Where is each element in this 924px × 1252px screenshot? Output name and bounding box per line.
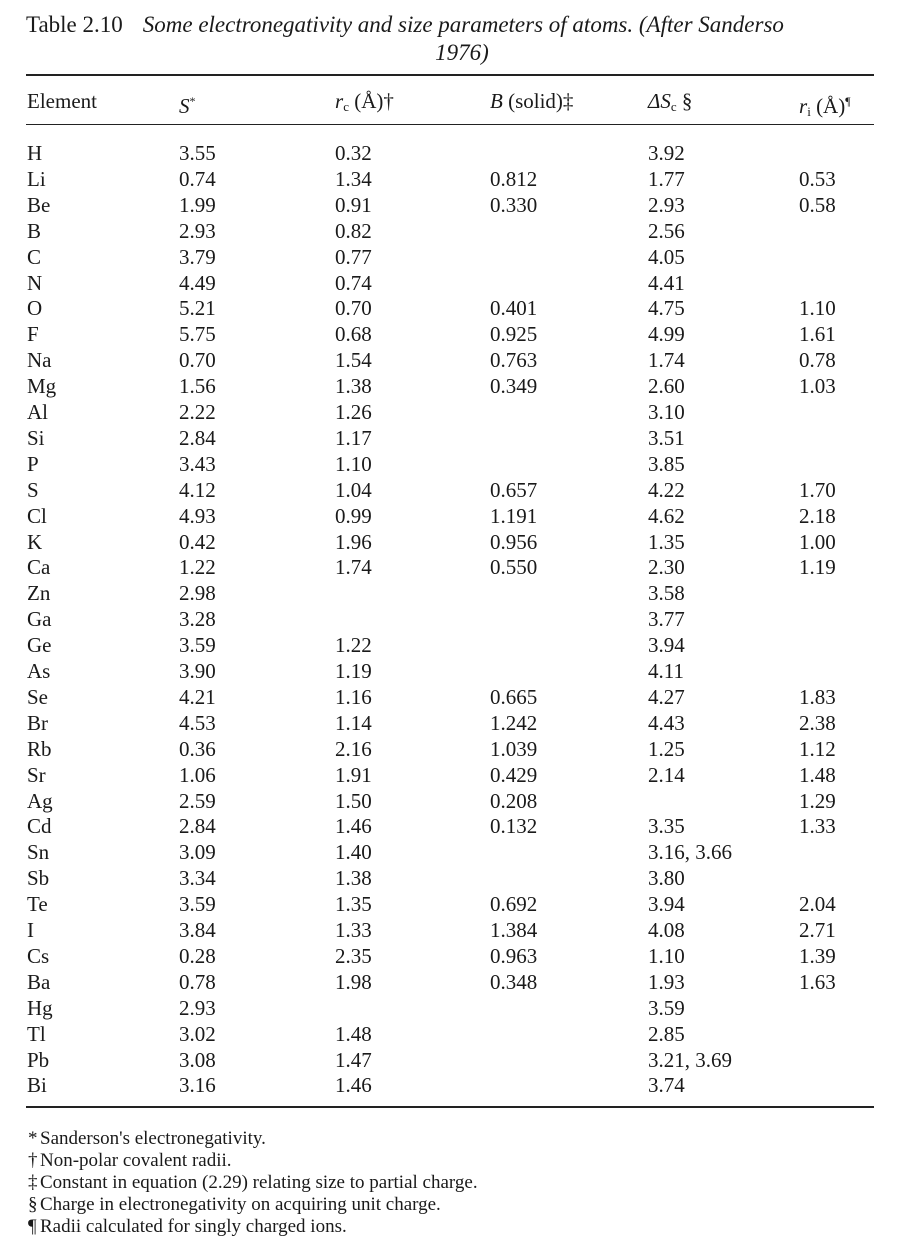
cell-element: Ba bbox=[27, 969, 51, 994]
cell-rc: 0.68 bbox=[335, 322, 372, 347]
header-rule bbox=[26, 124, 874, 125]
cell-ds: 4.05 bbox=[648, 244, 685, 269]
cell-ds: 2.30 bbox=[648, 555, 685, 580]
table-row bbox=[0, 580, 924, 606]
cell-ri: 2.71 bbox=[799, 918, 836, 942]
cell-element: K bbox=[27, 529, 43, 554]
cell-b: 0.401 bbox=[490, 296, 538, 321]
cell-rc: 1.96 bbox=[335, 529, 372, 554]
cell-ds: 3.80 bbox=[648, 866, 685, 891]
cell-rc: 1.38 bbox=[335, 866, 372, 891]
cell-s: 0.36 bbox=[179, 736, 216, 761]
cell-ri: 1.12 bbox=[799, 736, 836, 761]
header-rc bbox=[335, 88, 394, 120]
cell-ri: 1.19 bbox=[799, 555, 836, 580]
cell-element: Sn bbox=[27, 840, 50, 865]
cell-element: Cs bbox=[27, 943, 50, 968]
header-b-label: B bbox=[490, 89, 503, 113]
header-ri-sub: i bbox=[807, 104, 811, 119]
cell-ds: 3.74 bbox=[648, 1073, 685, 1098]
cell-s: 2.84 bbox=[179, 814, 216, 839]
header-b-unit: (solid)‡ bbox=[502, 89, 574, 113]
footnote-text: Charge in electronegativity on acquiring unit charge. bbox=[40, 1194, 441, 1215]
footnotes bbox=[28, 1128, 478, 1238]
cell-rc: 1.50 bbox=[335, 788, 372, 813]
footnote bbox=[28, 1150, 478, 1172]
cell-s: 3.28 bbox=[179, 607, 216, 632]
cell-element: As bbox=[27, 659, 51, 683]
cell-s: 3.09 bbox=[179, 840, 216, 865]
cell-rc: 2.35 bbox=[335, 943, 372, 968]
footnote-mark: § bbox=[28, 1194, 38, 1215]
footnote-mark: * bbox=[28, 1128, 38, 1149]
cell-b: 0.349 bbox=[490, 374, 538, 399]
cell-ds: 2.56 bbox=[648, 218, 685, 243]
footnote bbox=[28, 1216, 478, 1238]
cell-rc: 1.26 bbox=[335, 400, 372, 424]
cell-element: Cl bbox=[27, 503, 47, 528]
table-row bbox=[0, 762, 924, 788]
table-row bbox=[0, 632, 924, 658]
cell-b: 0.665 bbox=[490, 684, 538, 709]
cell-element: Sr bbox=[27, 762, 46, 787]
cell-ds: 3.51 bbox=[648, 425, 685, 450]
cell-rc: 1.22 bbox=[335, 633, 372, 658]
table-row bbox=[0, 710, 924, 736]
cell-b: 1.191 bbox=[490, 503, 538, 528]
footnote-text: Sanderson's electronegativity. bbox=[40, 1128, 266, 1149]
table-row bbox=[0, 969, 924, 995]
cell-ds: 4.11 bbox=[648, 659, 684, 683]
cell-element: Br bbox=[27, 710, 48, 735]
cell-ri: 1.33 bbox=[799, 814, 836, 839]
footnote-mark: ¶ bbox=[28, 1216, 37, 1237]
header-ds-mark: § bbox=[676, 89, 693, 113]
table-row bbox=[0, 244, 924, 270]
cell-ds: 1.25 bbox=[648, 736, 685, 761]
cell-b: 0.330 bbox=[490, 192, 538, 217]
cell-s: 4.21 bbox=[179, 684, 216, 709]
cell-element: I bbox=[27, 918, 34, 942]
cell-s: 3.34 bbox=[179, 866, 216, 891]
cell-s: 3.43 bbox=[179, 451, 216, 476]
header-rc-unit: (Å)† bbox=[348, 89, 394, 113]
cell-s: 3.59 bbox=[179, 633, 216, 658]
cell-rc: 1.91 bbox=[335, 762, 372, 787]
cell-rc: 1.46 bbox=[335, 814, 372, 839]
cell-s: 3.84 bbox=[179, 918, 216, 942]
cell-s: 4.53 bbox=[179, 710, 216, 735]
cell-element: Ge bbox=[27, 633, 52, 658]
cell-rc: 1.48 bbox=[335, 1021, 372, 1046]
cell-rc: 1.16 bbox=[335, 684, 372, 709]
table-row bbox=[0, 684, 924, 710]
cell-element: Ag bbox=[27, 788, 53, 813]
cell-rc: 1.74 bbox=[335, 555, 372, 580]
cell-rc: 1.40 bbox=[335, 840, 372, 865]
cell-s: 4.49 bbox=[179, 270, 216, 295]
cell-s: 0.74 bbox=[179, 166, 216, 191]
cell-rc: 1.34 bbox=[335, 166, 372, 191]
header-b bbox=[490, 88, 573, 114]
cell-element: Al bbox=[27, 400, 48, 424]
header-ri bbox=[799, 88, 851, 125]
footnote bbox=[28, 1172, 478, 1194]
table-row bbox=[0, 192, 924, 218]
cell-ds: 1.93 bbox=[648, 969, 685, 994]
table-title: Some electronegativity and size parameters of atoms. (After Sanderso bbox=[142, 12, 784, 37]
table-row bbox=[0, 166, 924, 192]
cell-element: Be bbox=[27, 192, 51, 217]
header-ds-sub: c bbox=[670, 99, 677, 114]
table-row bbox=[0, 399, 924, 425]
cell-s: 3.90 bbox=[179, 659, 216, 683]
cell-ds: 3.21, 3.69 bbox=[648, 1047, 732, 1072]
table-row bbox=[0, 1047, 924, 1073]
header-rc-sub: c bbox=[343, 99, 349, 114]
cell-element: Ga bbox=[27, 607, 52, 632]
cell-b: 0.429 bbox=[490, 762, 538, 787]
cell-rc: 1.17 bbox=[335, 425, 372, 450]
cell-s: 3.08 bbox=[179, 1047, 216, 1072]
cell-s: 2.93 bbox=[179, 995, 216, 1020]
table-number: Table 2.10 bbox=[26, 12, 123, 37]
cell-s: 0.78 bbox=[179, 969, 216, 994]
cell-s: 1.99 bbox=[179, 192, 216, 217]
cell-rc: 1.46 bbox=[335, 1073, 372, 1098]
table-row bbox=[0, 658, 924, 684]
cell-ds: 1.10 bbox=[648, 943, 685, 968]
footnote-text: Non-polar covalent radii. bbox=[40, 1150, 232, 1171]
cell-s: 2.59 bbox=[179, 788, 216, 813]
table-row bbox=[0, 503, 924, 529]
cell-ri: 1.63 bbox=[799, 969, 836, 994]
top-rule bbox=[26, 74, 874, 76]
cell-rc: 0.74 bbox=[335, 270, 372, 295]
cell-rc: 0.77 bbox=[335, 244, 372, 269]
cell-element: O bbox=[27, 296, 43, 321]
table-row bbox=[0, 865, 924, 891]
cell-ds: 3.92 bbox=[648, 141, 685, 165]
cell-b: 1.039 bbox=[490, 736, 538, 761]
cell-ds: 3.77 bbox=[648, 607, 685, 632]
header-element-label: Element bbox=[27, 89, 97, 113]
cell-ds: 4.27 bbox=[648, 684, 685, 709]
cell-rc: 1.33 bbox=[335, 918, 372, 942]
cell-element: Na bbox=[27, 348, 52, 373]
cell-element: Ca bbox=[27, 555, 51, 580]
cell-ri: 1.83 bbox=[799, 684, 836, 709]
cell-ri: 1.48 bbox=[799, 762, 836, 787]
cell-element: Te bbox=[27, 892, 48, 917]
table-row bbox=[0, 554, 924, 580]
footnote-text: Constant in equation (2.29) relating size to partial charge. bbox=[40, 1172, 478, 1193]
cell-ri: 1.10 bbox=[799, 296, 836, 321]
cell-rc: 0.82 bbox=[335, 218, 372, 243]
cell-rc: 0.99 bbox=[335, 503, 372, 528]
table-row bbox=[0, 373, 924, 399]
footnote-mark: † bbox=[28, 1150, 38, 1171]
table-row bbox=[0, 1021, 924, 1047]
cell-ri: 1.03 bbox=[799, 374, 836, 399]
cell-element: S bbox=[27, 477, 39, 502]
cell-element: Sb bbox=[27, 866, 50, 891]
table-row bbox=[0, 347, 924, 373]
cell-ds: 4.22 bbox=[648, 477, 685, 502]
cell-s: 2.98 bbox=[179, 581, 216, 606]
cell-rc: 1.10 bbox=[335, 451, 372, 476]
cell-element: Zn bbox=[27, 581, 51, 606]
cell-s: 3.02 bbox=[179, 1021, 216, 1046]
cell-rc: 1.14 bbox=[335, 710, 372, 735]
cell-element: H bbox=[27, 141, 43, 165]
cell-rc: 0.70 bbox=[335, 296, 372, 321]
cell-b: 0.963 bbox=[490, 943, 538, 968]
cell-ds: 3.94 bbox=[648, 633, 685, 658]
cell-rc: 1.19 bbox=[335, 659, 372, 683]
header-s bbox=[179, 88, 196, 119]
table-row bbox=[0, 839, 924, 865]
cell-rc: 1.38 bbox=[335, 374, 372, 399]
table-row bbox=[0, 995, 924, 1021]
cell-rc: 0.91 bbox=[335, 192, 372, 217]
cell-s: 1.22 bbox=[179, 555, 216, 580]
cell-ri: 1.39 bbox=[799, 943, 836, 968]
cell-element: B bbox=[27, 218, 42, 243]
cell-b: 0.812 bbox=[490, 166, 538, 191]
table-row bbox=[0, 477, 924, 503]
cell-s: 1.06 bbox=[179, 762, 216, 787]
cell-s: 3.16 bbox=[179, 1073, 216, 1098]
header-ri-mark: ¶ bbox=[845, 94, 851, 108]
cell-ds: 4.43 bbox=[648, 710, 685, 735]
cell-ri: 2.38 bbox=[799, 710, 836, 735]
cell-rc: 1.04 bbox=[335, 477, 372, 502]
cell-element: Se bbox=[27, 684, 48, 709]
table-row bbox=[0, 788, 924, 814]
cell-element: Bi bbox=[27, 1073, 47, 1098]
footnote-text: Radii calculated for singly charged ions. bbox=[40, 1216, 347, 1237]
cell-s: 4.12 bbox=[179, 477, 216, 502]
table-row bbox=[0, 917, 924, 943]
table-row bbox=[0, 1072, 924, 1098]
cell-b: 0.132 bbox=[490, 814, 538, 839]
cell-element: Mg bbox=[27, 374, 57, 399]
cell-ds: 3.10 bbox=[648, 400, 685, 424]
header-s-mark: * bbox=[189, 94, 196, 108]
table-row bbox=[0, 451, 924, 477]
cell-s: 0.42 bbox=[179, 529, 216, 554]
table-row bbox=[0, 529, 924, 555]
cell-ds: 3.59 bbox=[648, 995, 685, 1020]
table-row bbox=[0, 218, 924, 244]
cell-element: Cd bbox=[27, 814, 52, 839]
cell-s: 3.59 bbox=[179, 892, 216, 917]
cell-b: 0.692 bbox=[490, 892, 538, 917]
cell-s: 1.56 bbox=[179, 374, 216, 399]
table-row bbox=[0, 736, 924, 762]
table-title-continuation: 1976) bbox=[435, 40, 489, 65]
cell-s: 5.75 bbox=[179, 322, 216, 347]
header-s-label: S bbox=[179, 94, 190, 118]
cell-b: 0.763 bbox=[490, 348, 538, 373]
cell-element: P bbox=[27, 451, 39, 476]
cell-ds: 3.94 bbox=[648, 892, 685, 917]
table-row bbox=[0, 606, 924, 632]
cell-rc: 1.35 bbox=[335, 892, 372, 917]
cell-ri: 0.58 bbox=[799, 192, 836, 217]
table-row bbox=[0, 813, 924, 839]
table-row bbox=[0, 321, 924, 347]
cell-b: 1.242 bbox=[490, 710, 538, 735]
cell-ds: 2.14 bbox=[648, 762, 685, 787]
cell-ds: 2.85 bbox=[648, 1021, 685, 1046]
cell-ds: 4.41 bbox=[648, 270, 685, 295]
cell-ds: 3.35 bbox=[648, 814, 685, 839]
cell-rc: 1.47 bbox=[335, 1047, 372, 1072]
cell-rc: 2.16 bbox=[335, 736, 372, 761]
cell-ds: 1.77 bbox=[648, 166, 685, 191]
cell-ri: 1.00 bbox=[799, 529, 836, 554]
cell-rc: 0.32 bbox=[335, 141, 372, 165]
cell-s: 2.84 bbox=[179, 425, 216, 450]
cell-s: 2.22 bbox=[179, 400, 216, 424]
cell-s: 2.93 bbox=[179, 218, 216, 243]
cell-ri: 1.61 bbox=[799, 322, 836, 347]
table-row bbox=[0, 891, 924, 917]
table-row bbox=[0, 270, 924, 296]
cell-ds: 4.75 bbox=[648, 296, 685, 321]
table-caption bbox=[26, 12, 924, 38]
cell-element: Tl bbox=[27, 1021, 46, 1046]
cell-ds: 1.35 bbox=[648, 529, 685, 554]
cell-b: 0.956 bbox=[490, 529, 538, 554]
header-ri-unit: (Å) bbox=[810, 94, 846, 118]
cell-b: 0.348 bbox=[490, 969, 538, 994]
cell-s: 4.93 bbox=[179, 503, 216, 528]
cell-ri: 2.04 bbox=[799, 892, 836, 917]
cell-ds: 4.08 bbox=[648, 918, 685, 942]
footnote bbox=[28, 1194, 478, 1216]
cell-element: Li bbox=[27, 166, 46, 191]
header-rc-label: r bbox=[335, 89, 344, 113]
cell-rc: 1.98 bbox=[335, 969, 372, 994]
cell-rc: 1.54 bbox=[335, 348, 372, 373]
header-ds-label: ΔS bbox=[648, 89, 671, 113]
cell-ri: 2.18 bbox=[799, 503, 836, 528]
header-element bbox=[27, 88, 97, 114]
cell-ds: 2.93 bbox=[648, 192, 685, 217]
cell-ds: 4.62 bbox=[648, 503, 685, 528]
cell-ds: 1.74 bbox=[648, 348, 685, 373]
table-row bbox=[0, 295, 924, 321]
cell-ds: 4.99 bbox=[648, 322, 685, 347]
cell-ds: 2.60 bbox=[648, 374, 685, 399]
table-row bbox=[0, 943, 924, 969]
bottom-rule bbox=[26, 1106, 874, 1108]
cell-element: Si bbox=[27, 425, 45, 450]
cell-element: C bbox=[27, 244, 42, 269]
cell-b: 1.384 bbox=[490, 918, 538, 942]
cell-ri: 0.78 bbox=[799, 348, 836, 373]
cell-element: Pb bbox=[27, 1047, 50, 1072]
cell-b: 0.925 bbox=[490, 322, 538, 347]
cell-element: Hg bbox=[27, 995, 53, 1020]
cell-b: 0.550 bbox=[490, 555, 538, 580]
cell-element: Rb bbox=[27, 736, 52, 761]
table-row bbox=[0, 425, 924, 451]
header-ri-label: r bbox=[799, 94, 808, 118]
cell-b: 0.208 bbox=[490, 788, 538, 813]
footnote-mark: ‡ bbox=[28, 1172, 38, 1193]
cell-element: F bbox=[27, 322, 39, 347]
table-row bbox=[0, 140, 924, 166]
header-ds bbox=[648, 88, 692, 120]
cell-b: 0.657 bbox=[490, 477, 538, 502]
footnote bbox=[28, 1128, 478, 1150]
cell-ds: 3.58 bbox=[648, 581, 685, 606]
cell-s: 5.21 bbox=[179, 296, 216, 321]
cell-ds: 3.85 bbox=[648, 451, 685, 476]
cell-ri: 0.53 bbox=[799, 166, 836, 191]
cell-s: 0.70 bbox=[179, 348, 216, 373]
cell-ri: 1.70 bbox=[799, 477, 836, 502]
cell-ri: 1.29 bbox=[799, 788, 836, 813]
cell-ds: 3.16, 3.66 bbox=[648, 840, 732, 865]
cell-s: 0.28 bbox=[179, 943, 216, 968]
cell-s: 3.79 bbox=[179, 244, 216, 269]
cell-s: 3.55 bbox=[179, 141, 216, 165]
cell-element: N bbox=[27, 270, 43, 295]
